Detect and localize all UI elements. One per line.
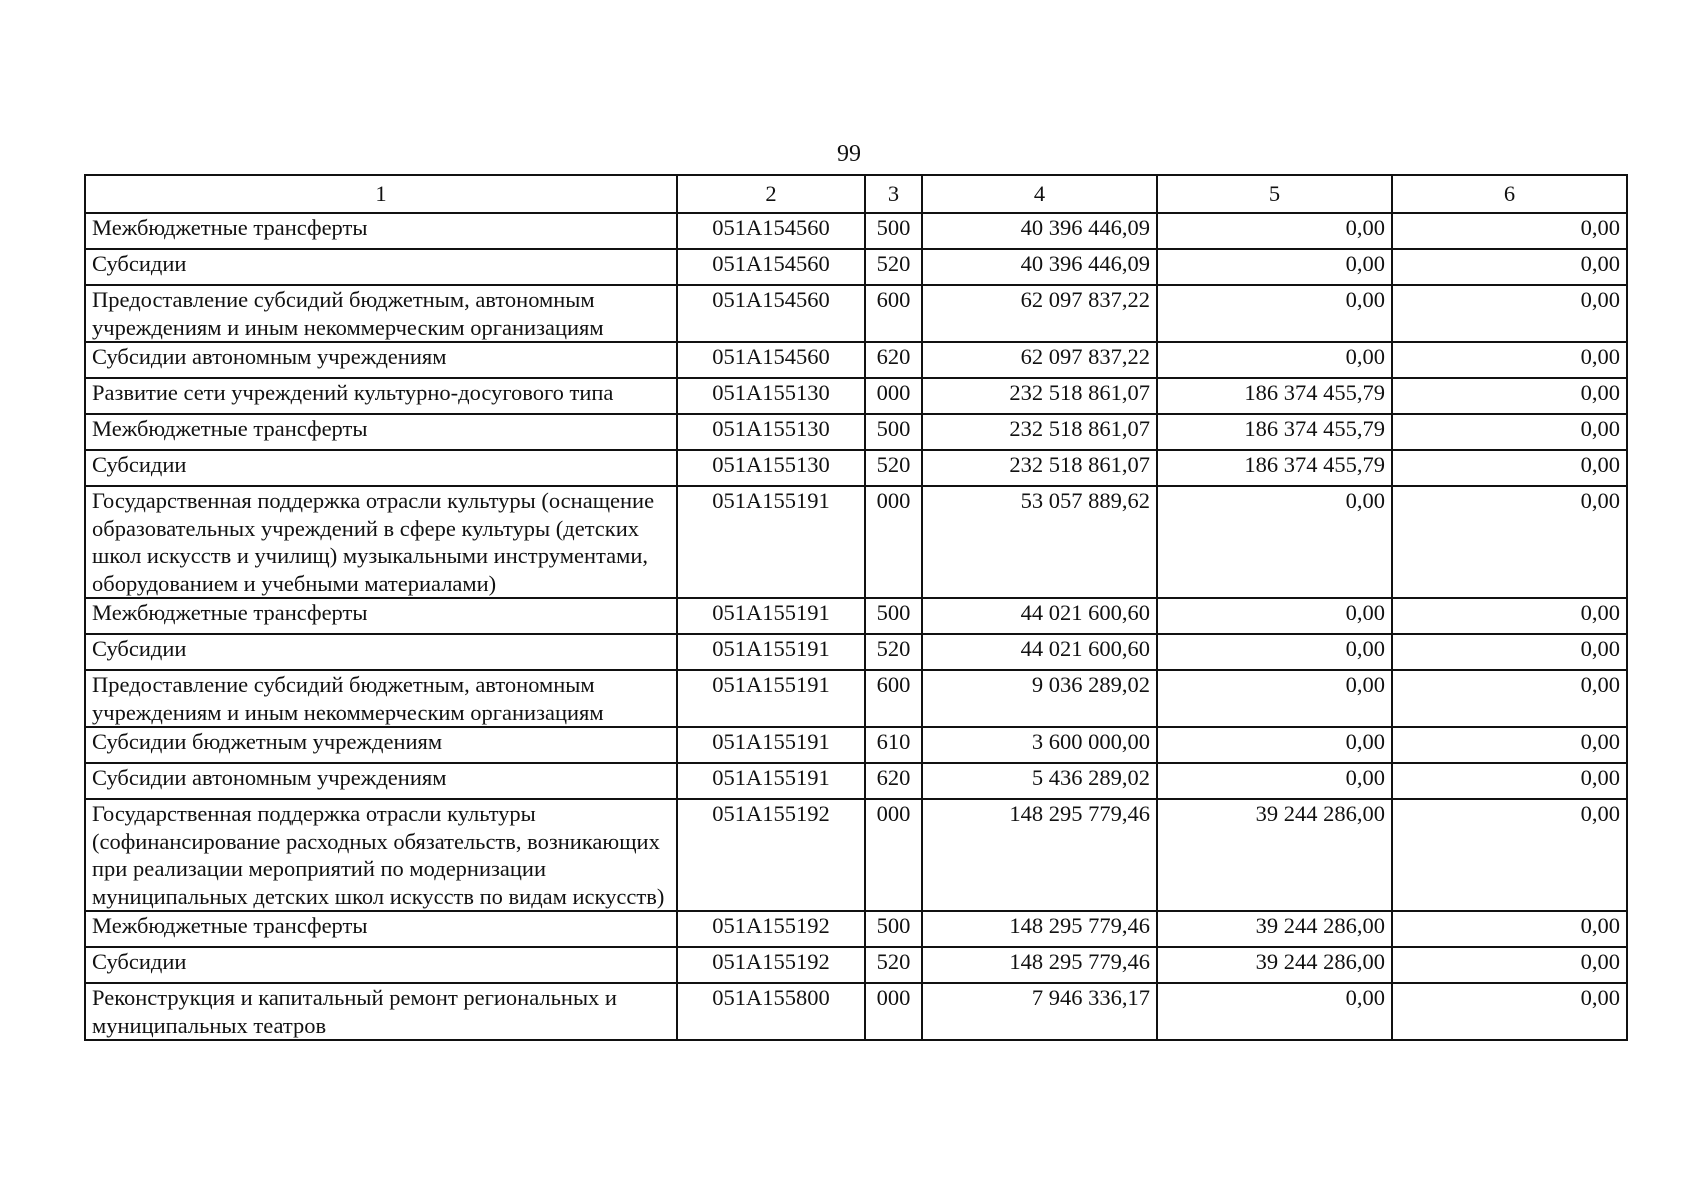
table-row — [85, 911, 1627, 947]
row-name-cell: Субсидии — [85, 249, 677, 285]
column-header-1: 1 — [85, 175, 677, 213]
table-row — [85, 983, 1627, 1040]
row-code-cell: 051A154560 — [677, 249, 865, 285]
row-value-5-cell: 0,00 — [1157, 285, 1392, 342]
row-value-5-cell: 0,00 — [1157, 486, 1392, 598]
column-header-4: 4 — [922, 175, 1157, 213]
row-code-cell: 051A155192 — [677, 947, 865, 983]
row-value-4-cell: 44 021 600,60 — [922, 634, 1157, 670]
row-name-cell: Государственная поддержка отрасли культуры (софинансирование расходных обязательств, возникающих при реализации мероприятий по модернизации муниципальных детских школ искусств по видам искусств) — [85, 799, 677, 911]
row-code-cell: 051A154560 — [677, 213, 865, 249]
row-value-5-cell: 0,00 — [1157, 983, 1392, 1040]
row-value-4-cell: 232 518 861,07 — [922, 450, 1157, 486]
table-row — [85, 342, 1627, 378]
row-value-6-cell: 0,00 — [1392, 378, 1627, 414]
row-name-cell: Предоставление субсидий бюджетным, автономным учреждениям и иным некоммерческим организациям — [85, 670, 677, 727]
row-code-cell: 051A155800 — [677, 983, 865, 1040]
row-type-cell: 000 — [865, 983, 922, 1040]
row-value-6-cell: 0,00 — [1392, 249, 1627, 285]
table-row — [85, 598, 1627, 634]
row-name-cell: Межбюджетные трансферты — [85, 598, 677, 634]
row-value-4-cell: 232 518 861,07 — [922, 414, 1157, 450]
row-type-cell: 520 — [865, 947, 922, 983]
row-name-cell: Субсидии бюджетным учреждениям — [85, 727, 677, 763]
table-row — [85, 670, 1627, 727]
table-body — [85, 213, 1627, 1040]
table-row — [85, 213, 1627, 249]
row-type-cell: 000 — [865, 486, 922, 598]
row-value-5-cell: 39 244 286,00 — [1157, 947, 1392, 983]
row-value-6-cell: 0,00 — [1392, 670, 1627, 727]
row-type-cell: 500 — [865, 911, 922, 947]
row-type-cell: 520 — [865, 450, 922, 486]
row-value-5-cell: 39 244 286,00 — [1157, 799, 1392, 911]
row-type-cell: 600 — [865, 285, 922, 342]
row-name-cell: Субсидии автономным учреждениям — [85, 763, 677, 799]
row-value-4-cell: 62 097 837,22 — [922, 285, 1157, 342]
table-row — [85, 727, 1627, 763]
row-value-4-cell: 148 295 779,46 — [922, 947, 1157, 983]
row-type-cell: 620 — [865, 342, 922, 378]
row-name-cell: Развитие сети учреждений культурно-досугового типа — [85, 378, 677, 414]
row-value-6-cell: 0,00 — [1392, 213, 1627, 249]
row-name-cell: Межбюджетные трансферты — [85, 911, 677, 947]
row-value-5-cell: 0,00 — [1157, 763, 1392, 799]
row-value-4-cell: 9 036 289,02 — [922, 670, 1157, 727]
budget-table — [84, 174, 1628, 1041]
table-row — [85, 634, 1627, 670]
row-value-5-cell: 0,00 — [1157, 213, 1392, 249]
row-code-cell: 051A155130 — [677, 414, 865, 450]
row-value-4-cell: 232 518 861,07 — [922, 378, 1157, 414]
row-value-5-cell: 0,00 — [1157, 342, 1392, 378]
row-value-4-cell: 40 396 446,09 — [922, 249, 1157, 285]
row-type-cell: 500 — [865, 213, 922, 249]
row-type-cell: 000 — [865, 799, 922, 911]
row-value-4-cell: 148 295 779,46 — [922, 799, 1157, 911]
row-name-cell: Реконструкция и капитальный ремонт региональных и муниципальных театров — [85, 983, 677, 1040]
table-row — [85, 285, 1627, 342]
column-header-3: 3 — [865, 175, 922, 213]
row-value-4-cell: 5 436 289,02 — [922, 763, 1157, 799]
table-row — [85, 378, 1627, 414]
row-code-cell: 051A155192 — [677, 799, 865, 911]
row-name-cell: Субсидии — [85, 634, 677, 670]
table-header-row — [85, 175, 1627, 213]
table-row — [85, 450, 1627, 486]
row-value-6-cell: 0,00 — [1392, 911, 1627, 947]
row-value-4-cell: 40 396 446,09 — [922, 213, 1157, 249]
table-row — [85, 947, 1627, 983]
row-type-cell: 600 — [865, 670, 922, 727]
row-value-6-cell: 0,00 — [1392, 598, 1627, 634]
row-code-cell: 051A155191 — [677, 763, 865, 799]
row-code-cell: 051A155191 — [677, 598, 865, 634]
column-header-6: 6 — [1392, 175, 1627, 213]
row-value-5-cell: 0,00 — [1157, 634, 1392, 670]
row-name-cell: Субсидии — [85, 947, 677, 983]
row-code-cell: 051A155191 — [677, 486, 865, 598]
row-value-5-cell: 186 374 455,79 — [1157, 378, 1392, 414]
row-value-4-cell: 7 946 336,17 — [922, 983, 1157, 1040]
row-name-cell: Межбюджетные трансферты — [85, 414, 677, 450]
row-value-5-cell: 39 244 286,00 — [1157, 911, 1392, 947]
row-value-6-cell: 0,00 — [1392, 342, 1627, 378]
row-value-4-cell: 148 295 779,46 — [922, 911, 1157, 947]
row-value-6-cell: 0,00 — [1392, 799, 1627, 911]
row-value-6-cell: 0,00 — [1392, 285, 1627, 342]
row-value-6-cell: 0,00 — [1392, 486, 1627, 598]
row-value-5-cell: 0,00 — [1157, 727, 1392, 763]
row-value-5-cell: 186 374 455,79 — [1157, 450, 1392, 486]
row-code-cell: 051A155130 — [677, 450, 865, 486]
row-code-cell: 051A155192 — [677, 911, 865, 947]
table-row — [85, 414, 1627, 450]
row-code-cell: 051A154560 — [677, 285, 865, 342]
row-type-cell: 520 — [865, 634, 922, 670]
row-value-6-cell: 0,00 — [1392, 763, 1627, 799]
row-code-cell: 051A155130 — [677, 378, 865, 414]
row-value-5-cell: 0,00 — [1157, 249, 1392, 285]
row-name-cell: Субсидии — [85, 450, 677, 486]
page-number: 99 — [837, 141, 861, 167]
row-value-5-cell: 186 374 455,79 — [1157, 414, 1392, 450]
row-name-cell: Государственная поддержка отрасли культуры (оснащение образовательных учреждений в сфере культуры (детских школ искусств и училищ) музыкальными инструментами, оборудованием и учебными материалами) — [85, 486, 677, 598]
row-code-cell: 051A154560 — [677, 342, 865, 378]
row-code-cell: 051A155191 — [677, 727, 865, 763]
row-value-6-cell: 0,00 — [1392, 634, 1627, 670]
table-row — [85, 763, 1627, 799]
table-row — [85, 249, 1627, 285]
column-header-5: 5 — [1157, 175, 1392, 213]
row-value-6-cell: 0,00 — [1392, 414, 1627, 450]
row-value-4-cell: 3 600 000,00 — [922, 727, 1157, 763]
row-value-6-cell: 0,00 — [1392, 450, 1627, 486]
row-type-cell: 500 — [865, 598, 922, 634]
column-header-2: 2 — [677, 175, 865, 213]
row-code-cell: 051A155191 — [677, 634, 865, 670]
row-code-cell: 051A155191 — [677, 670, 865, 727]
row-value-4-cell: 44 021 600,60 — [922, 598, 1157, 634]
row-type-cell: 610 — [865, 727, 922, 763]
row-name-cell: Межбюджетные трансферты — [85, 213, 677, 249]
row-name-cell: Субсидии автономным учреждениям — [85, 342, 677, 378]
table-row — [85, 486, 1627, 598]
row-type-cell: 620 — [865, 763, 922, 799]
row-value-5-cell: 0,00 — [1157, 598, 1392, 634]
row-type-cell: 000 — [865, 378, 922, 414]
table-row — [85, 799, 1627, 911]
row-value-6-cell: 0,00 — [1392, 727, 1627, 763]
row-value-5-cell: 0,00 — [1157, 670, 1392, 727]
row-value-4-cell: 53 057 889,62 — [922, 486, 1157, 598]
row-value-6-cell: 0,00 — [1392, 983, 1627, 1040]
row-value-6-cell: 0,00 — [1392, 947, 1627, 983]
row-type-cell: 500 — [865, 414, 922, 450]
row-value-4-cell: 62 097 837,22 — [922, 342, 1157, 378]
row-name-cell: Предоставление субсидий бюджетным, автономным учреждениям и иным некоммерческим организациям — [85, 285, 677, 342]
row-type-cell: 520 — [865, 249, 922, 285]
